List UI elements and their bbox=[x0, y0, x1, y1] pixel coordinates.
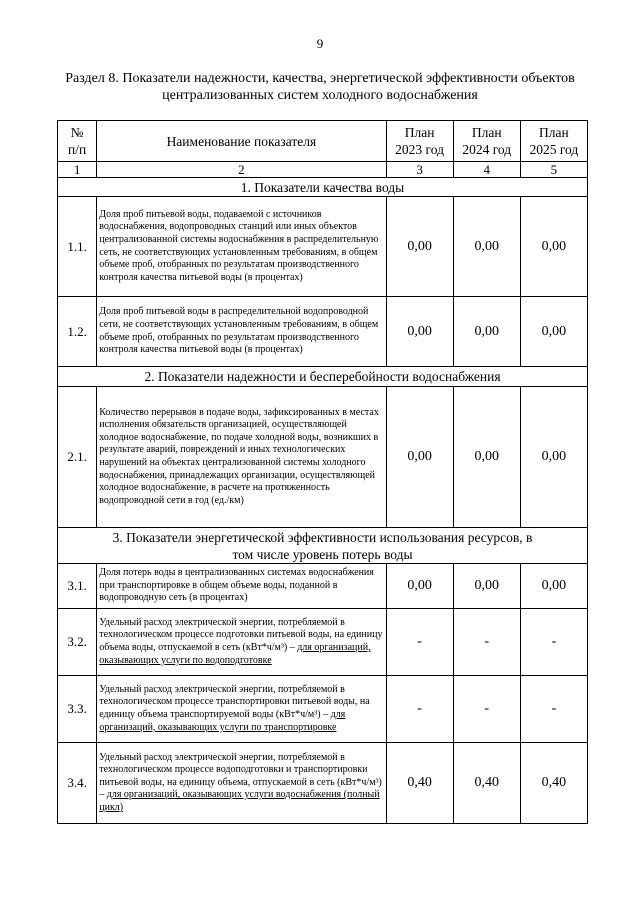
header-year: 2024 год bbox=[462, 142, 512, 157]
header-num bbox=[58, 121, 97, 162]
row-value: 0,00 bbox=[386, 387, 453, 528]
header-plan-2024 bbox=[453, 121, 520, 162]
header-plan-label: План bbox=[471, 125, 502, 140]
indicators-table bbox=[57, 120, 588, 824]
header-year: 2023 год bbox=[395, 142, 444, 157]
row-name: Количество перерывов в подаче воды, зафиксированных в местах исполнения обязательств организацией, осуществляющей холодное водоснабжение, по подаче холодной воды, возникших в результате аварий, повреждений и иных технологических нарушений на объектах централизованной системы холодного водоснабжения, принадлежащих организации, осуществляющей холодное водоснабжение, в расчете на протяженность водопроводной сети в год (ед./км) bbox=[97, 387, 386, 528]
column-index: 4 bbox=[453, 162, 520, 178]
row-name-underlined: для организаций, оказывающих услуги по водоподготовке bbox=[99, 642, 371, 666]
row-value: 0,00 bbox=[386, 564, 453, 609]
header-name: Наименование показателя bbox=[97, 121, 386, 162]
table-row bbox=[58, 609, 588, 676]
row-name-text: Удельный расход электрической энергии, потребляемой в технологическом процессе транспортировки питьевой воды, на единицу объема транспортируемой воды (кВт*ч/м³) – bbox=[99, 683, 370, 720]
row-value: 0,40 bbox=[453, 743, 520, 824]
row-name-underlined: для организаций, оказывающих услуги водоснабжения (полный цикл) bbox=[99, 789, 380, 813]
row-value: - bbox=[520, 609, 587, 676]
group-title: 2. Показатели надежности и бесперебойности водоснабжения bbox=[58, 367, 588, 387]
header-plan-label: План bbox=[539, 125, 569, 140]
row-value: 0,00 bbox=[520, 197, 587, 297]
header-plan-label: План bbox=[404, 125, 435, 140]
row-value: 0,00 bbox=[453, 297, 520, 367]
table-row bbox=[58, 387, 588, 528]
row-num: 3.2. bbox=[58, 609, 97, 676]
column-index: 1 bbox=[58, 162, 97, 178]
table-row bbox=[58, 564, 588, 609]
group-header-row bbox=[58, 178, 588, 197]
row-name-text: Удельный расход электрической энергии, потребляемой в технологическом процессе водоподготовки и транспортировки питьевой воды, на единицу объема, отпускаемой в сеть (кВт*ч/м³) – bbox=[99, 751, 382, 801]
group-title bbox=[58, 528, 588, 564]
row-name-text: Удельный расход электрической энергии, потребляемой в технологическом процессе подготовки питьевой воды, на единицу объема воды, отпускаемой в сеть (кВт*ч/м³) – bbox=[99, 616, 383, 653]
column-index: 2 bbox=[97, 162, 386, 178]
row-name: Доля проб питьевой воды, подаваемой с источников водоснабжения, водопроводных станций или иных объектов централизованной системы водоснабжения в распределительную сеть, не соответствующих установленным требованиям, в общем объеме проб, отобранных по результатам производственного контроля качества питьевой воды (в процентах) bbox=[97, 197, 386, 297]
row-value: 0,00 bbox=[520, 297, 587, 367]
row-name: Доля потерь воды в централизованных системах водоснабжения при транспортировке в общем объеме воды, поданной в водопроводную сеть (в процентах) bbox=[97, 564, 386, 609]
group-title-line2: том числе уровень потерь воды bbox=[232, 546, 413, 562]
row-value: - bbox=[453, 609, 520, 676]
table-row bbox=[58, 297, 588, 367]
row-num: 3.1. bbox=[58, 564, 97, 609]
header-num-line1: № bbox=[70, 125, 84, 140]
row-num: 3.3. bbox=[58, 676, 97, 743]
table-row bbox=[58, 676, 588, 743]
header-year: 2025 год bbox=[529, 142, 579, 157]
table-header-row bbox=[58, 121, 588, 162]
group-title-line1: 3. Показатели энергетической эффективности использования ресурсов, в bbox=[112, 529, 533, 545]
table-row bbox=[58, 197, 588, 297]
row-value: 0,40 bbox=[386, 743, 453, 824]
header-plan-2025 bbox=[520, 121, 587, 162]
table-row bbox=[58, 743, 588, 824]
header-num-line2: п/п bbox=[68, 142, 87, 157]
row-name bbox=[97, 676, 386, 743]
row-value: 0,40 bbox=[520, 743, 587, 824]
row-value: 0,00 bbox=[453, 197, 520, 297]
row-value: 0,00 bbox=[453, 564, 520, 609]
group-title: 1. Показатели качества воды bbox=[58, 178, 588, 197]
row-name bbox=[97, 743, 386, 824]
row-value: 0,00 bbox=[386, 197, 453, 297]
row-num: 1.2. bbox=[58, 297, 97, 367]
row-name-underlined: для организаций, оказывающих услуги по транспортировке bbox=[99, 709, 346, 733]
row-num: 1.1. bbox=[58, 197, 97, 297]
section-title-line2: централизованных систем холодного водоснабжения bbox=[162, 88, 478, 103]
row-value: - bbox=[386, 609, 453, 676]
page-number: 9 bbox=[316, 36, 324, 51]
row-name bbox=[97, 609, 386, 676]
row-value: - bbox=[386, 676, 453, 743]
row-num: 2.1. bbox=[58, 387, 97, 528]
header-plan-2023 bbox=[386, 121, 453, 162]
row-value: - bbox=[453, 676, 520, 743]
section-title-line1: Раздел 8. Показатели надежности, качества, энергетической эффективности объектов bbox=[65, 71, 575, 86]
row-value: 0,00 bbox=[386, 297, 453, 367]
row-value: 0,00 bbox=[520, 387, 587, 528]
row-name: Доля проб питьевой воды в распределительной водопроводной сети, не соответствующих установленным требованиям, в общем объеме проб, отобранных по результатам производственного контроля качества питьевой воды (в процентах) bbox=[97, 297, 386, 367]
row-num: 3.4. bbox=[58, 743, 97, 824]
column-index-row bbox=[58, 162, 588, 178]
column-index: 5 bbox=[520, 162, 587, 178]
row-value: 0,00 bbox=[520, 564, 587, 609]
row-value: - bbox=[520, 676, 587, 743]
group-header-row bbox=[58, 528, 588, 564]
section-title bbox=[30, 70, 610, 104]
group-header-row bbox=[58, 367, 588, 387]
column-index: 3 bbox=[386, 162, 453, 178]
row-value: 0,00 bbox=[453, 387, 520, 528]
